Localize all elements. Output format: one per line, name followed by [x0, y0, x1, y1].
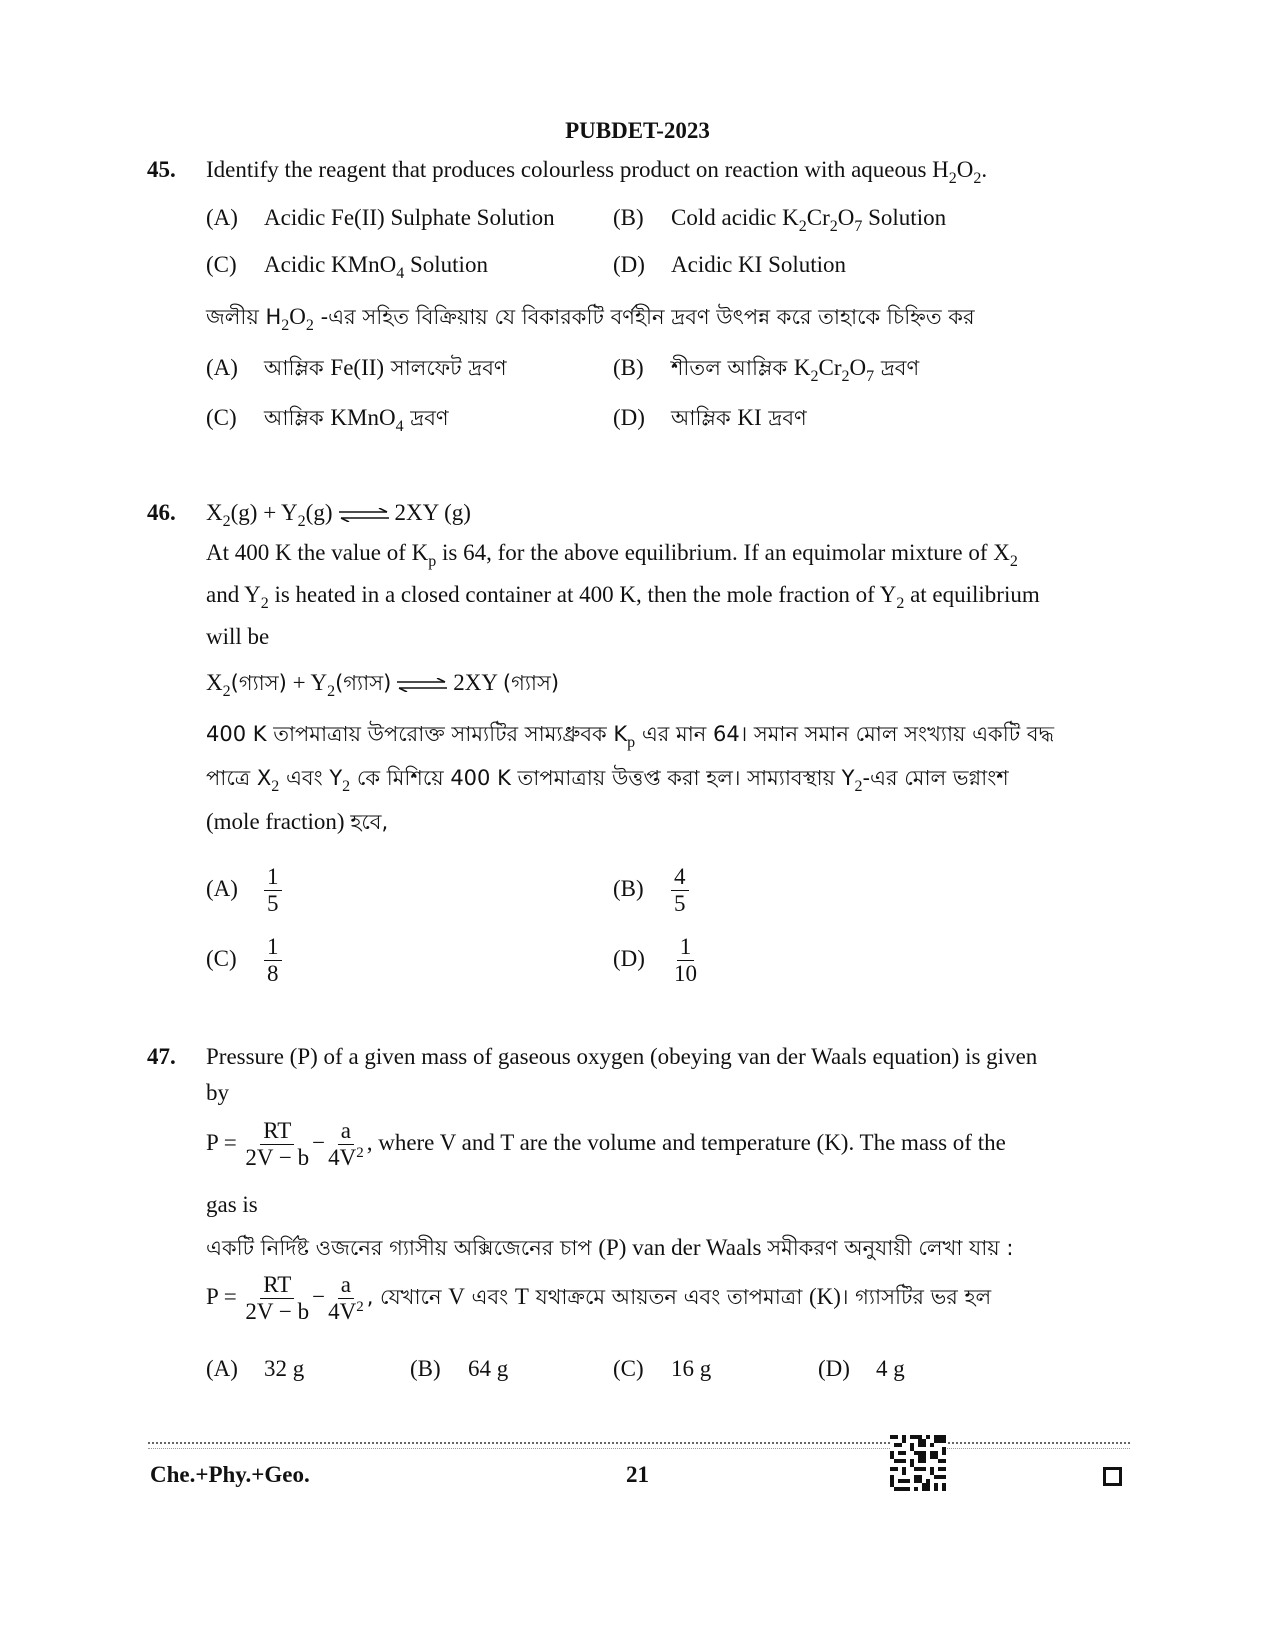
option-label: (D) — [818, 1356, 850, 1381]
option-label: (C) — [206, 945, 237, 971]
formula-fraction-2 — [325, 1272, 367, 1325]
q45-option-d-bn[interactable] — [613, 402, 807, 437]
option-text-tail: Solution — [404, 252, 488, 277]
formula-lhs: P = — [206, 1283, 237, 1309]
option-text: Cold acidic K — [671, 205, 799, 230]
q45-text-bn-pre: জলীয় H — [206, 305, 282, 329]
option-text: 4 g — [876, 1356, 905, 1381]
q46-option-b[interactable] — [613, 864, 689, 917]
q46-option-a[interactable] — [206, 864, 282, 917]
q47-text-bn-part: , যেখানে — [366, 1284, 449, 1309]
q45-text-bn-post: -এর সহিত বিক্রিয়ায় যে বিকারকটি বর্ণহীন দ্রবণ উৎপন্ন করে তাহাকে চিহ্নিত কর — [313, 305, 975, 329]
q47-text-en-l4: gas is — [206, 1192, 258, 1217]
q45-text-en: Identify the reagent that produces colourless product on reaction with aqueous $H_2O_2$. — [206, 157, 988, 187]
q46-text-en-part: is 64, for the above equilibrium. If an equimolar mixture of X — [436, 540, 1010, 565]
q47-option-d[interactable] — [818, 1356, 905, 1382]
q45-option-c-en[interactable]: (C) Acidic KMnO$_4$ Solution — [206, 252, 488, 282]
option-label: (D) — [613, 252, 645, 277]
q45-text-en-tail: . — [981, 157, 988, 182]
q47-text-bn-part: T — [514, 1283, 529, 1309]
formula-minus: − — [312, 1283, 326, 1309]
option-fraction — [671, 864, 689, 917]
formula-minus: − — [312, 1129, 326, 1155]
q46-text-bn-part: 400 K তাপমাত্রায় উপরোক্ত সাম্যটির সাম্যধ্রুবক K — [206, 722, 628, 746]
q46-eq-products-bn: 2XY — [453, 670, 498, 695]
q47-text-en-l1: Pressure (P) of a given mass of gaseous oxygen (obeying van der Waals equation) is given — [206, 1044, 1038, 1069]
confidential-strip — [148, 1442, 1130, 1449]
q47-option-a[interactable] — [206, 1356, 304, 1382]
q47-text-bn-part: (P) van der Waals — [598, 1235, 768, 1260]
option-label: (C) — [206, 252, 237, 277]
q46-eq-gas-label: (গ্যাস) — [502, 671, 560, 695]
option-fraction — [671, 934, 700, 987]
option-text-formula: Fe(II) — [330, 355, 385, 380]
question-number-45: 45. — [147, 157, 176, 182]
q46-text-bn-part: এবং Y — [279, 766, 343, 790]
fraction-numerator: a — [338, 1118, 354, 1145]
q45-option-b-bn[interactable]: (B) শীতল আম্লিক $K_2Cr_2O_7$ দ্রবণ — [613, 355, 920, 385]
fraction-denominator: 8 — [267, 961, 279, 986]
q46-text-en-part: is heated in a closed container at 400 K, then the mole fraction of Y — [268, 582, 897, 607]
corner-square-icon — [1103, 1467, 1122, 1486]
option-label: (B) — [410, 1356, 441, 1381]
fraction-numerator: a — [338, 1272, 354, 1299]
option-text: শীতল আম্লিক — [671, 356, 794, 380]
page-title: PUBDET-2023 — [565, 118, 710, 143]
option-label: (D) — [613, 945, 645, 971]
option-fraction — [264, 864, 282, 917]
q46-text-en-part: will be — [206, 624, 270, 649]
option-label: (D) — [613, 405, 645, 430]
fraction-denominator: $4V^2$ — [328, 1299, 364, 1324]
fraction-denominator-text: 4V — [328, 1145, 357, 1170]
option-text: Acidic KMnO — [264, 252, 397, 277]
option-label: (B) — [613, 205, 644, 230]
q47-text-bn-part: একটি নির্দিষ্ট ওজনের গ্যাসীয় অক্সিজেনের চাপ — [206, 1236, 599, 1260]
fraction-denominator: 2V − b — [245, 1299, 310, 1324]
option-text-tail: দ্রবণ — [874, 356, 920, 380]
fraction-numerator: RT — [260, 1272, 294, 1299]
q46-text-en: At 400 K the value of $K_p$ is 64, for the above equilibrium. If an equimolar mixture of $X_2$ and $Y_2$ is heated in a closed container at 400 K, then the mole fraction of $Y_2$ at equilibrium will be — [206, 540, 1040, 649]
option-text-formula: KI — [737, 405, 762, 430]
q46-text-bn-part: হবে, — [350, 810, 389, 834]
option-text: Acidic Fe(II) Sulphate Solution — [264, 205, 555, 230]
q46-eq-gas-label: (গ্যাস) — [335, 671, 392, 695]
option-text: 32 g — [264, 1356, 305, 1381]
option-label: (B) — [613, 355, 644, 380]
qr-code-icon — [890, 1435, 946, 1491]
fraction-numerator: 4 — [671, 864, 689, 891]
page-number: 21 — [626, 1462, 649, 1487]
fraction-numerator: 1 — [264, 934, 282, 961]
q46-text-bn: 400 K তাপমাত্রায় উপরোক্ত সাম্যটির সাম্যধ্রুবক $K_p$ এর মান 64। সমান সমান মোল সংখ্যায় একটি বদ্ধ পাত্রে $X_2$ এবং $Y_2$ কে মিশিয়ে 400 K তাপমাত্রায় উত্তপ্ত করা হল। সাম্যাবস্থায় $Y_2-এর$ মোল ভগ্নাংশ (mole fraction) হবে, — [206, 722, 1054, 834]
fraction-denominator: 2V − b — [245, 1145, 310, 1170]
fraction-denominator-text: 4V — [328, 1299, 357, 1324]
option-label: (B) — [613, 875, 644, 901]
equilibrium-arrow-icon — [337, 508, 391, 522]
q45-option-d-en[interactable] — [613, 252, 846, 278]
q45-text-en-main: Identify the reagent that produces colourless product on reaction with aqueous H — [206, 157, 949, 182]
option-label: (A) — [206, 1356, 238, 1381]
fraction-denominator: 10 — [674, 961, 697, 986]
option-label: (C) — [206, 405, 237, 430]
formula-fraction-2 — [325, 1118, 367, 1171]
option-text-tail: Solution — [862, 205, 947, 230]
q46-eq-gas-label: (গ্যাস) — [230, 671, 287, 695]
q47-text-bn-part: V — [448, 1283, 465, 1309]
q45-text-bn: জলীয় $H_2O_2$ -এর সহিত বিক্রিয়ায় যে বিকারকটি বর্ণহীন দ্রবণ উৎপন্ন করে তাহাকে চিহ্নিত কর — [206, 304, 975, 334]
fraction-denominator: 5 — [267, 891, 279, 916]
q47-text-bn-part: (K) — [809, 1283, 841, 1309]
option-text: 16 g — [671, 1356, 712, 1381]
q45-option-a-bn[interactable] — [206, 352, 507, 387]
formula-fraction-1 — [242, 1272, 312, 1325]
q45-option-b-en[interactable]: (B) Cold acidic $K_2Cr_2O_7$ Solution — [613, 205, 947, 235]
option-label: (C) — [613, 1356, 644, 1381]
q46-text-en-part: at equilibrium — [904, 582, 1040, 607]
question-number-47: 47. — [147, 1044, 176, 1069]
option-text-tail: দ্রবণ — [403, 406, 449, 430]
fraction-denominator: $4V^2$ — [328, 1145, 364, 1170]
q46-option-c[interactable] — [206, 934, 282, 987]
q46-text-bn-part: এর মান 64। সমান সমান মোল সংখ্যায় একটি বদ্ধ — [635, 722, 1054, 746]
option-text-tail: দ্রবণ — [761, 406, 807, 430]
q47-text-bn-part: এবং — [464, 1284, 515, 1309]
option-text: আম্লিক — [264, 356, 331, 380]
q46-text-en-part: At 400 K the value of K — [206, 540, 429, 565]
q47-formula-en — [206, 1118, 1006, 1171]
q47-text-bn-part: । গ্যাসটির ভর হল — [840, 1284, 992, 1309]
fraction-numerator: 1 — [677, 934, 695, 961]
q46-text-bn-part: পাত্রে X — [206, 766, 272, 790]
option-text-tail: সালফেট দ্রবণ — [384, 356, 507, 380]
option-text: আম্লিক — [671, 406, 738, 430]
option-label: (A) — [206, 875, 238, 901]
q47-text-bn-part: সমীকরণ অনুযায়ী লেখা যায় : — [767, 1236, 1014, 1260]
q46-option-d[interactable] — [613, 934, 700, 987]
question-number-46: 46. — [147, 500, 176, 525]
q46-equation-bn: $X_2(গ্যাস)$ + $Y_2(গ্যাস)$ 2XY (গ্যাস) — [206, 670, 560, 700]
q46-equation: $X_2(g) + Y_2(g)$ 2XY (g) — [206, 500, 471, 530]
fraction-numerator: 1 — [264, 864, 282, 891]
fraction-denominator: 5 — [674, 891, 686, 916]
option-fraction — [264, 934, 282, 987]
footer-subject: Che.+Phy.+Geo. — [150, 1462, 310, 1487]
q45-option-a-en[interactable] — [206, 205, 555, 231]
equilibrium-arrow-icon — [395, 678, 449, 692]
option-label: (A) — [206, 355, 238, 380]
q47-text-bn-part: যথাক্রমে আয়তন এবং তাপমাত্রা — [528, 1284, 810, 1309]
q47-text-en-after: , where V and T are the volume and temperature (K). The mass of the — [366, 1129, 1006, 1155]
q46-text-bn-part: (mole fraction) — [206, 809, 351, 834]
q46-text-en-part: and Y — [206, 582, 261, 607]
q46-equation-products: 2XY (g) — [394, 500, 471, 525]
fraction-numerator: RT — [260, 1118, 294, 1145]
q47-option-c[interactable] — [613, 1356, 711, 1382]
q45-option-c-bn[interactable]: (C) আম্লিক KMnO$_4$ দ্রবণ — [206, 405, 449, 435]
option-text: আম্লিক — [264, 406, 331, 430]
q47-formula-bn — [206, 1272, 991, 1325]
formula-fraction-1 — [242, 1118, 312, 1171]
option-label: (A) — [206, 205, 238, 230]
q46-text-bn-part: -এর মোল ভগ্নাংশ — [862, 766, 1009, 790]
q47-text-bn-l1 — [206, 1233, 1013, 1263]
q46-text-bn-part: কে মিশিয়ে 400 K তাপমাত্রায় উত্তপ্ত করা হল। সাম্যাবস্থায় Y — [350, 766, 855, 790]
formula-lhs: P = — [206, 1129, 237, 1155]
q47-text-en-l2: by — [206, 1080, 229, 1105]
option-text: 64 g — [468, 1356, 509, 1381]
option-text: Acidic KI Solution — [671, 252, 847, 277]
q47-option-b[interactable] — [410, 1356, 508, 1382]
